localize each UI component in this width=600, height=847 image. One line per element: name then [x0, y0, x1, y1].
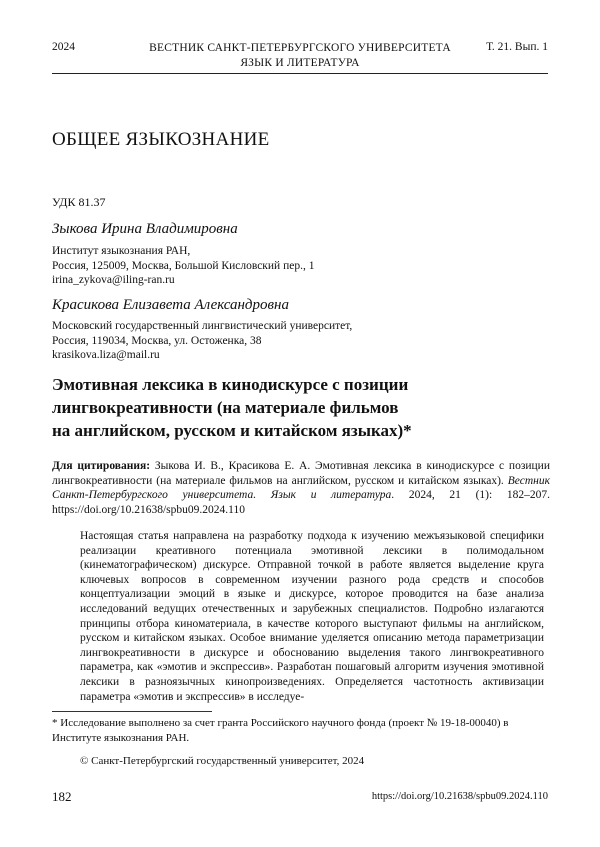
- citation-label: Для цитирования:: [52, 460, 151, 472]
- author-affiliation: Московский государственный лингвистический университет,: [52, 320, 353, 332]
- author-address: Россия, 119034, Москва, ул. Остоженка, 38: [52, 334, 262, 347]
- udk-code: УДК 81.37: [52, 195, 106, 209]
- author-affiliation-block: [52, 244, 314, 288]
- author-affiliation-block: [52, 319, 352, 363]
- author-address: Россия, 125009, Москва, Большой Кисловский пер., 1: [52, 259, 315, 272]
- author-name: Зыкова Ирина Владимировна: [52, 221, 238, 237]
- section-title: ОБЩЕЕ ЯЗЫКОЗНАНИЕ: [52, 129, 270, 150]
- page-number: 182: [52, 789, 72, 804]
- header-journal-title: [120, 41, 480, 71]
- header-journal-line1: ВЕСТНИК САНКТ-ПЕТЕРБУРГСКОГО УНИВЕРСИТЕТА: [149, 42, 451, 54]
- citation-text: Зыкова И. В., Красикова Е. А. Эмотивная лексика в кинодискурсе с позиции лингвокреативности (на материале фильмов на английском, русском и китайском языках).: [52, 460, 550, 487]
- header-year: 2024: [52, 41, 75, 53]
- author-name: Красикова Елизавета Александровна: [52, 297, 289, 313]
- author-email: krasikova.liza@mail.ru: [52, 349, 160, 361]
- header-divider: [52, 73, 548, 74]
- footer-doi-link[interactable]: https://doi.org/10.21638/spbu09.2024.110: [371, 791, 548, 802]
- footnote: * Исследование выполнено за счет гранта Российского научного фонда (проект № 19-18-00040) в Институте языкознания РАН.: [52, 717, 509, 744]
- article-title-line: лингвокреативности (на материале фильмов: [52, 398, 399, 417]
- article-title-line: Эмотивная лексика в кинодискурсе с позиции: [52, 375, 409, 394]
- citation-block: [52, 459, 550, 517]
- article-title-line: на английском, русском и китайском языках)*: [52, 421, 412, 440]
- citation-journal: Вестник Санкт-Петербургского университета. Язык и литература: [52, 474, 551, 501]
- article-title: [52, 373, 492, 442]
- abstract: Настоящая статья направлена на разработку подхода к изучению межъязыковой специфики реализации креативного потенциала эмотивной лексики в полимодальном (кинематографическом) дискурсе. Отправной точкой в работе является выделение круга ключевых вопросов в современном изучении разного рода средств и способов концептуализации эмоций в языке и дискурсе, которое проводится на базе анализа исследований ведущих отечественных и зарубежных специалистов. Подробно излагаются принципы отбора киноматериала, в качестве которого выступают фильмы на английском, русском и китайском языках. Особое внимание уделяется описанию метода параметризации лингвокреативности в дискурсе и обоснованию выделения такого лингвокреативного параметра, как «эмотив и экспрессив». Разработан пошаговый алгоритм изучения эмотивной лексики в разноязычных кинопроизведениях. Определяется частотность активизации параметра «эмотив и экспрессив» в исследуе-: [80, 530, 544, 703]
- author-affiliation: Институт языкознания РАН,: [52, 245, 191, 257]
- header-volume: Т. 21. Вып. 1: [486, 41, 548, 53]
- citation-issue: . 2024, 21 (1): 182–207.: [391, 489, 550, 501]
- footnote-divider: [52, 711, 212, 712]
- copyright-notice: © Санкт-Петербургский государственный университет, 2024: [80, 755, 365, 767]
- citation-doi-link[interactable]: https://doi.org/10.21638/spbu09.2024.110: [52, 503, 245, 516]
- header-journal-line2: ЯЗЫК И ЛИТЕРАТУРА: [240, 57, 360, 69]
- author-email: irina_zykova@iling-ran.ru: [52, 274, 175, 286]
